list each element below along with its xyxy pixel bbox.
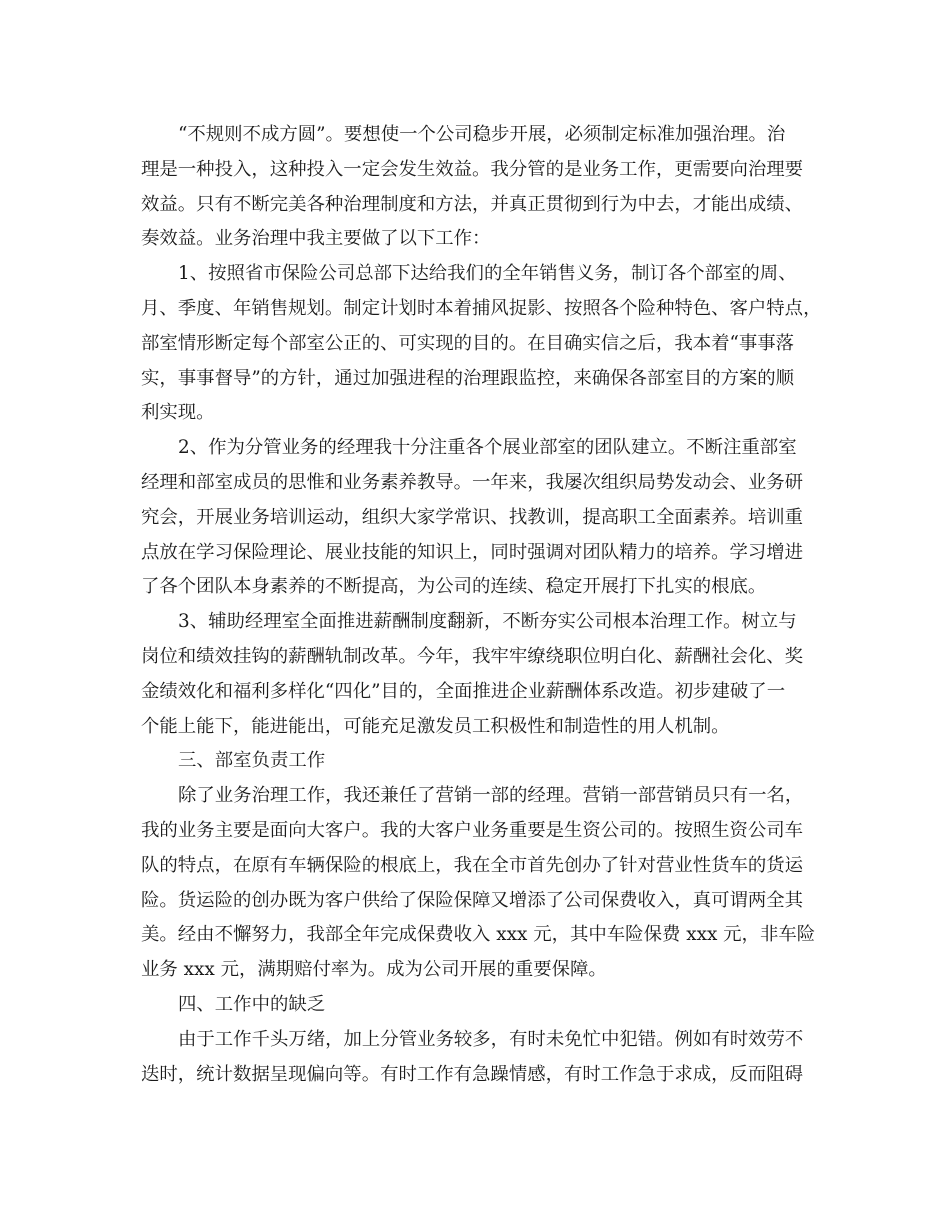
document-body: [141, 118, 821, 1092]
text-line: 美。经由不懈努力，我部全年完成保费收入 xxx 元，其中车险保费 xxx 元，非车险: [141, 924, 816, 946]
text-line: 四、工作中的缺乏: [178, 993, 326, 1015]
text-line: 我的业务主要是面向大客户。我的大客户业务重要是生资公司的。按照生资公司车: [141, 819, 804, 841]
text-line: 利实现。: [141, 402, 215, 424]
text-line: 月、季度、年销售规划。制定计划时本着捕风捉影、按照各个险种特色、客户特点，: [141, 297, 822, 319]
text-line: 迭时，统计数据呈现偏向等。有时工作有急躁情感，有时工作急于求成，反而阻碍: [141, 1063, 804, 1085]
text-line: 1、按照省市保险公司总部下达给我们的全年销售义务，制订各个部室的周、: [178, 263, 797, 285]
text-line: 2、作为分管业务的经理我十分注重各个展业部室的团队建立。不断注重部室: [178, 437, 797, 459]
text-line: 经理和部室成员的思惟和业务素养教导。一年来，我屡次组织局势发动会、业务研: [141, 471, 804, 493]
text-line: “不规则不成方圆”。要想使一个公司稳步开展，必须制定标准加强治理。治: [178, 124, 786, 145]
text-line: 业务 xxx 元，满期赔付率为。成为公司开展的重要保障。: [141, 959, 607, 981]
text-line: 理是一种投入，这种投入一定会发生效益。我分管的是业务工作，更需要向治理要: [141, 158, 804, 180]
text-line: 队的特点，在原有车辆保险的根底上，我在全市首先创办了针对营业性货车的货运: [141, 854, 804, 876]
text-line: 实，事事督导”的方针，通过加强进程的治理跟监控，来确保各部室目的方案的顺: [141, 367, 795, 389]
text-line: 岗位和绩效挂钩的薪酬轨制改革。今年，我牢牢缭绕职位明白化、薪酬社会化、奖: [141, 645, 804, 667]
text-line: 了各个团队本身素养的不断提高，为公司的连续、稳定开展打下扎实的根底。: [141, 576, 767, 598]
text-line: 个能上能下，能进能出，可能充足激发员工积极性和制造性的用人机制。: [141, 715, 730, 737]
text-line: 险。货运险的创办既为客户供给了保险保障又增添了公司保费收入，真可谓两全其: [141, 889, 804, 911]
text-line: 由于工作千头万绪，加上分管业务较多，有时未免忙中犯错。例如有时效劳不: [178, 1028, 804, 1050]
text-line: 究会，开展业务培训运动，组织大家学常识、找教训，提高职工全面素养。培训重: [141, 506, 804, 528]
text-line: 效益。只有不断完美各种治理制度和方法，并真正贯彻到行为中去，才能出成绩、: [141, 193, 804, 215]
text-line: 除了业务治理工作，我还兼任了营销一部的经理。营销一部营销员只有一名，: [178, 785, 804, 807]
text-line: 部室情形断定每个部室公正的、可实现的目的。在目确实信之后，我本着“事事落: [141, 332, 795, 354]
text-line: 3、辅助经理室全面推进薪酬制度翻新，不断夯实公司根本治理工作。树立与: [178, 611, 797, 633]
text-line: 点放在学习保险理论、展业技能的知识上，同时强调对团队精力的培养。学习增进: [141, 541, 804, 563]
text-line: 三、部室负责工作: [178, 750, 326, 772]
text-line: 金绩效化和福利多样化“四化”目的，全面推进企业薪酬体系改造。初步建破了一: [141, 680, 786, 702]
text-line: 奏效益。业务治理中我主要做了以下工作：: [141, 228, 491, 250]
